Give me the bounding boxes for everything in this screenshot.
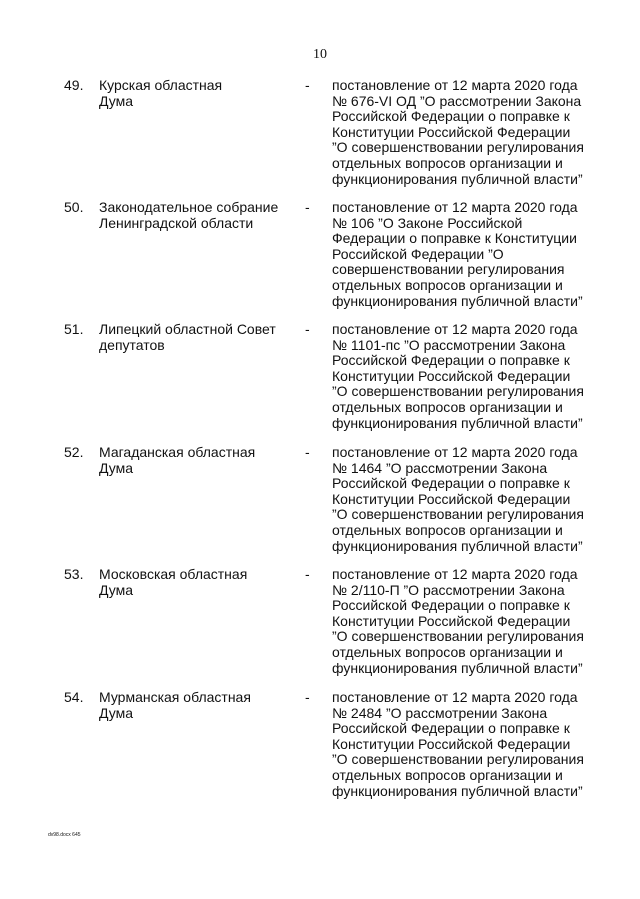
org-line: Курская областная: [99, 77, 223, 93]
entry-organization: [99, 78, 299, 109]
desc-line: Российской Федерации ”О: [332, 245, 504, 262]
entry-dash: -: [305, 321, 310, 337]
desc-line: функционирования публичной власти”: [332, 537, 583, 554]
desc-line: отдельных вопросов организации и: [332, 766, 563, 783]
desc-line: функционирования публичной власти”: [332, 292, 583, 309]
desc-line: ”О совершенствовании регулирования: [332, 506, 584, 523]
entry-description: [332, 322, 612, 431]
desc-line: ”О совершенствовании регулирования: [332, 751, 584, 768]
desc-line: функционирования публичной власти”: [332, 782, 583, 799]
desc-line: Российской Федерации о поправке к: [332, 720, 570, 737]
entry-description: [332, 200, 612, 309]
entry-description: [332, 445, 612, 554]
desc-line: постановление от 12 марта 2020 года: [332, 444, 578, 460]
desc-line: ”О совершенствовании регулирования: [332, 628, 584, 645]
desc-line: Конституции Российской Федерации: [332, 490, 571, 507]
desc-line: отдельных вопросов организации и: [332, 276, 563, 293]
desc-line: № 1101-пс ”О рассмотрении Закона: [332, 336, 566, 353]
desc-line: № 2/110-П ”О рассмотрении Закона: [332, 581, 565, 598]
desc-line: № 106 ”О Законе Российской: [332, 214, 523, 231]
page-number: 10: [313, 47, 327, 62]
desc-line: отдельных вопросов организации и: [332, 521, 563, 538]
desc-line: отдельных вопросов организации и: [332, 643, 563, 660]
desc-line: совершенствовании регулирования: [332, 261, 565, 278]
desc-line: постановление от 12 марта 2020 года: [332, 77, 578, 93]
desc-line: ”О совершенствовании регулирования: [332, 383, 584, 400]
entry-description: [332, 78, 612, 187]
desc-line: № 676-VI ОД ”О рассмотрении Закона: [332, 92, 582, 109]
org-line: депутатов: [99, 336, 165, 353]
org-line: Ленинградской области: [99, 214, 254, 231]
desc-line: Конституции Российской Федерации: [332, 123, 571, 140]
desc-line: постановление от 12 марта 2020 года: [332, 199, 578, 215]
desc-line: Российской Федерации о поправке к: [332, 475, 570, 492]
desc-line: Российской Федерации о поправке к: [332, 352, 570, 369]
org-line: Липецкий областной Совет: [99, 321, 276, 337]
entry-number: 50.: [64, 199, 84, 215]
entry-number: 52.: [64, 444, 84, 460]
desc-line: постановление от 12 марта 2020 года: [332, 689, 578, 705]
entry-organization: [99, 445, 299, 476]
entry-dash: -: [305, 689, 310, 705]
desc-line: Российской Федерации о поправке к: [332, 108, 570, 125]
desc-line: постановление от 12 марта 2020 года: [332, 566, 578, 582]
desc-line: № 1464 ”О рассмотрении Закона: [332, 459, 548, 476]
entry-organization: [99, 690, 299, 721]
desc-line: функционирования публичной власти”: [332, 414, 583, 431]
desc-line: Конституции Российской Федерации: [332, 735, 571, 752]
org-line: Дума: [99, 92, 134, 109]
entry-dash: -: [305, 566, 310, 582]
desc-line: отдельных вопросов организации и: [332, 398, 563, 415]
entry-dash: -: [305, 444, 310, 460]
org-line: Дума: [99, 459, 134, 476]
desc-line: функционирования публичной власти”: [332, 170, 583, 187]
entry-description: [332, 690, 612, 799]
entry-organization: [99, 567, 299, 598]
desc-line: Конституции Российской Федерации: [332, 367, 571, 384]
entry-organization: [99, 200, 299, 231]
org-line: Московская областная: [99, 566, 248, 582]
desc-line: Российской Федерации о поправке к: [332, 597, 570, 614]
desc-line: постановление от 12 марта 2020 года: [332, 321, 578, 337]
entry-description: [332, 567, 612, 676]
org-line: Дума: [99, 581, 134, 598]
entry-number: 51.: [64, 321, 84, 337]
entry-dash: -: [305, 77, 310, 93]
entry-dash: -: [305, 199, 310, 215]
org-line: Дума: [99, 704, 134, 721]
entry-number: 49.: [64, 77, 84, 93]
desc-line: ”О совершенствовании регулирования: [332, 139, 584, 156]
entry-organization: [99, 322, 299, 353]
org-line: Магаданская областная: [99, 444, 256, 460]
org-line: Законодательное собрание: [99, 199, 279, 215]
desc-line: функционирования публичной власти”: [332, 659, 583, 676]
desc-line: Федерации о поправке к Конституции: [332, 230, 577, 247]
desc-line: отдельных вопросов организации и: [332, 154, 563, 171]
entry-number: 54.: [64, 689, 84, 705]
document-footer: dv98.docx 645: [48, 832, 81, 838]
desc-line: № 2484 ”О рассмотрении Закона: [332, 704, 548, 721]
org-line: Мурманская областная: [99, 689, 251, 705]
entry-number: 53.: [64, 566, 84, 582]
desc-line: Конституции Российской Федерации: [332, 612, 571, 629]
